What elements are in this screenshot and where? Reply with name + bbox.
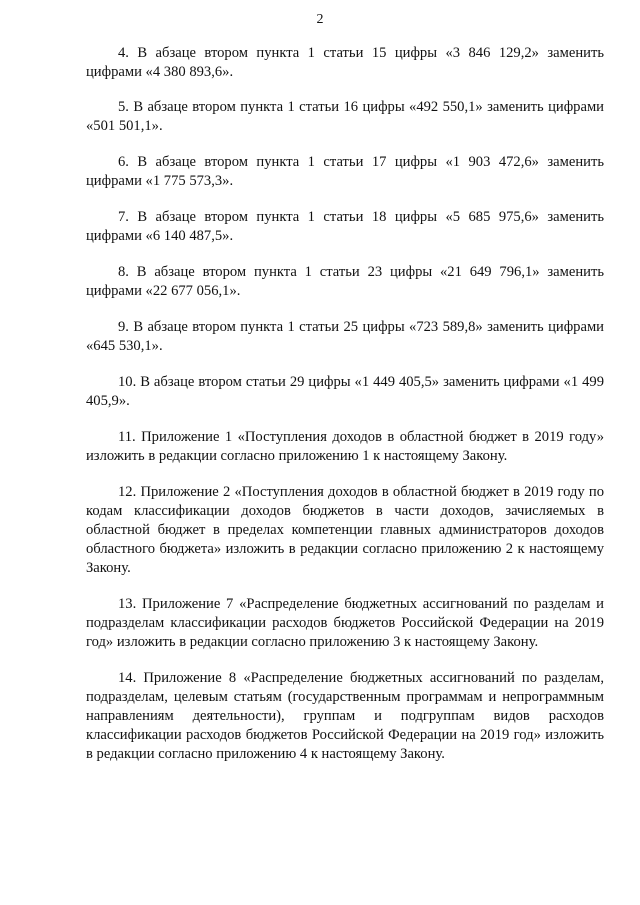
document-body — [86, 44, 604, 781]
paragraph-item-9: 9. В абзаце втором пункта 1 статьи 25 цифры «723 589,8» заменить цифрами «645 530,1». — [86, 319, 604, 354]
paragraph-item-10: 10. В абзаце втором статьи 29 цифры «1 449 405,5» заменить цифрами «1 499 405,9». — [86, 374, 604, 409]
paragraph-item-4: 4. В абзаце втором пункта 1 статьи 15 цифры «3 846 129,2» заменить цифрами «4 380 893,6». — [86, 45, 604, 80]
paragraph-item-5: 5. В абзаце втором пункта 1 статьи 16 цифры «492 550,1» заменить цифрами «501 501,1». — [86, 99, 604, 134]
paragraph-item-8: 8. В абзаце втором пункта 1 статьи 23 цифры «21 649 796,1» заменить цифрами «22 677 056,1». — [86, 264, 604, 299]
paragraph-item-13: 13. Приложение 7 «Распределение бюджетных ассигнований по разделам и подразделам классификации расходов бюджетов Российской Федерации на 2019 год» изложить в редакции согласно приложению 3 к настоящему Закону. — [86, 596, 604, 650]
paragraph-item-14: 14. Приложение 8 «Распределение бюджетных ассигнований по разделам, подразделам, целевым статьям (государственным программам и непрограммным направлениям деятельности), группам и подгруппам видов расходов классификации расходов бюджетов Российской Федерации на 2019 год» изложить в редакции согласно приложению 4 к настоящему Закону. — [86, 670, 604, 762]
paragraph-item-6: 6. В абзаце втором пункта 1 статьи 17 цифры «1 903 472,6» заменить цифрами «1 775 573,3». — [86, 154, 604, 189]
page-number: 2 — [316, 12, 324, 27]
paragraph-item-12: 12. Приложение 2 «Поступления доходов в областной бюджет в 2019 году по кодам классификации доходов бюджетов в части доходов, зачисляемых в областной бюджет в пределах компетенции главных администраторов доходов областного бюджета» изложить в редакции согласно приложению 2 к настоящему Закону. — [86, 484, 604, 576]
paragraph-item-7: 7. В абзаце втором пункта 1 статьи 18 цифры «5 685 975,6» заменить цифрами «6 140 487,5». — [86, 209, 604, 244]
paragraph-item-11: 11. Приложение 1 «Поступления доходов в областной бюджет в 2019 году» изложить в редакции согласно приложению 1 к настоящему Закону. — [86, 429, 604, 464]
